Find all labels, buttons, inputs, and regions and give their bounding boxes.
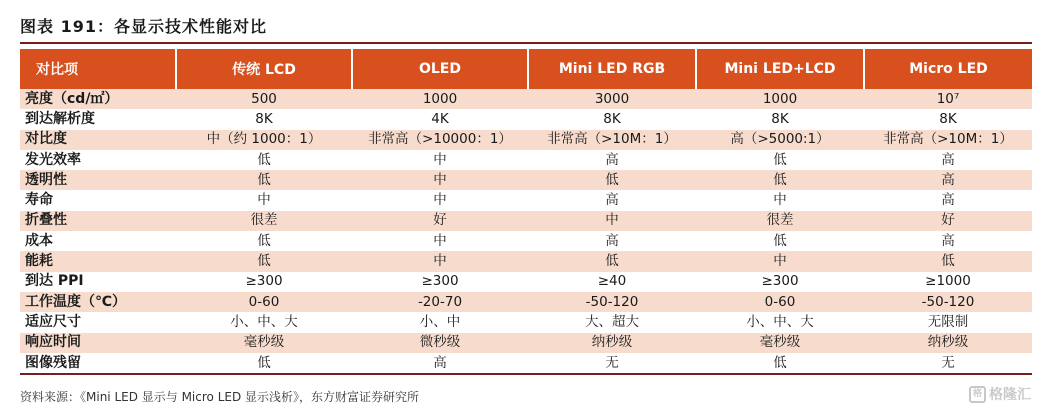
table-cell: 低 <box>176 353 352 374</box>
table-cell: 中 <box>352 231 528 251</box>
table-cell: 0-60 <box>696 292 864 312</box>
table-cell: 毫秒级 <box>176 333 352 353</box>
table-cell: 中 <box>528 211 696 231</box>
table-cell: 毫秒级 <box>696 333 864 353</box>
watermark <box>969 384 1031 404</box>
table-cell: 高（>5000:1） <box>696 130 864 150</box>
table-cell: 纳秒级 <box>864 333 1032 353</box>
table-cell: 3000 <box>528 89 696 109</box>
table-cell: 好 <box>864 211 1032 231</box>
table-cell: 低 <box>176 170 352 190</box>
title-rule <box>20 42 1032 44</box>
table-cell: 大、超大 <box>528 312 696 332</box>
table-cell: 8K <box>696 109 864 129</box>
table-cell: 很差 <box>176 211 352 231</box>
table-cell: 1000 <box>696 89 864 109</box>
table-cell: 低 <box>696 170 864 190</box>
table-row <box>20 312 1032 332</box>
source-note: 资料来源：《Mini LED 显示与 Micro LED 显示浅析》，东方财富证券研究所 <box>20 390 420 404</box>
header-cell: OLED <box>352 49 528 89</box>
table-cell: 纳秒级 <box>528 333 696 353</box>
header-cell: Micro LED <box>864 49 1032 89</box>
table-cell: 很差 <box>696 211 864 231</box>
table-cell: 低 <box>528 170 696 190</box>
watermark-logo-icon: 格 <box>969 386 986 403</box>
table-cell: 8K <box>528 109 696 129</box>
table-cell: 中 <box>352 170 528 190</box>
table-cell: ≥300 <box>696 272 864 292</box>
table-cell: 无限制 <box>864 312 1032 332</box>
table-cell: ≥40 <box>528 272 696 292</box>
row-label: 亮度（cd/㎡） <box>20 89 176 109</box>
table-cell: 中 <box>696 251 864 271</box>
table-cell: 小、中、大 <box>176 312 352 332</box>
table-row <box>20 150 1032 170</box>
table-cell: 非常高（>10M：1） <box>528 130 696 150</box>
table-cell: 高 <box>528 190 696 210</box>
table-cell: 高 <box>864 170 1032 190</box>
table-row <box>20 170 1032 190</box>
table-row <box>20 353 1032 374</box>
table-cell: ≥1000 <box>864 272 1032 292</box>
table-row <box>20 89 1032 109</box>
table-header-row <box>20 49 1032 89</box>
table-cell: -50-120 <box>528 292 696 312</box>
table-cell: 中 <box>352 190 528 210</box>
row-label: 对比度 <box>20 130 176 150</box>
row-label: 折叠性 <box>20 211 176 231</box>
table-cell: 小、中、大 <box>696 312 864 332</box>
table-cell: 高 <box>864 150 1032 170</box>
table-cell: ≥300 <box>176 272 352 292</box>
row-label: 适应尺寸 <box>20 312 176 332</box>
table-cell: 0-60 <box>176 292 352 312</box>
table-cell: 500 <box>176 89 352 109</box>
row-label: 响应时间 <box>20 333 176 353</box>
table-cell: 高 <box>864 190 1032 210</box>
header-cell: Mini LED RGB <box>528 49 696 89</box>
table-cell: 低 <box>176 251 352 271</box>
table-cell: 4K <box>352 109 528 129</box>
row-label: 到达解析度 <box>20 109 176 129</box>
table-cell: 低 <box>176 231 352 251</box>
table-cell: 非常高（>10M：1） <box>864 130 1032 150</box>
table-row <box>20 231 1032 251</box>
table-row <box>20 251 1032 271</box>
row-label: 透明性 <box>20 170 176 190</box>
table-row <box>20 333 1032 353</box>
table-cell: 微秒级 <box>352 333 528 353</box>
table-cell: 低 <box>864 251 1032 271</box>
row-label: 寿命 <box>20 190 176 210</box>
table-cell: 8K <box>864 109 1032 129</box>
table-cell: -20-70 <box>352 292 528 312</box>
table-cell: 低 <box>696 150 864 170</box>
table-cell: 低 <box>176 150 352 170</box>
row-label: 工作温度（℃） <box>20 292 176 312</box>
table-cell: -50-120 <box>864 292 1032 312</box>
table-cell: 1000 <box>352 89 528 109</box>
watermark-text: 格隆汇 <box>989 387 1031 403</box>
header-cell: 传统 LCD <box>176 49 352 89</box>
row-label: 到达 PPI <box>20 272 176 292</box>
row-label: 发光效率 <box>20 150 176 170</box>
table-row <box>20 292 1032 312</box>
table-row <box>20 190 1032 210</box>
table-cell: 8K <box>176 109 352 129</box>
table-cell: 无 <box>864 353 1032 374</box>
row-label: 成本 <box>20 231 176 251</box>
table-cell: 非常高（>10000：1） <box>352 130 528 150</box>
table-row <box>20 272 1032 292</box>
table-cell: 中 <box>176 190 352 210</box>
table-cell: 无 <box>528 353 696 374</box>
table-row <box>20 211 1032 231</box>
table-cell: 中 <box>696 190 864 210</box>
table-cell: 高 <box>528 231 696 251</box>
header-cell: 对比项 <box>20 49 176 89</box>
table-cell: 高 <box>528 150 696 170</box>
table-row <box>20 130 1032 150</box>
table-cell: 低 <box>528 251 696 271</box>
table-row <box>20 109 1032 129</box>
table-cell: 低 <box>696 353 864 374</box>
table-cell: 中 <box>352 251 528 271</box>
table-cell: 中 <box>352 150 528 170</box>
header-cell: Mini LED+LCD <box>696 49 864 89</box>
table-cell: 高 <box>864 231 1032 251</box>
row-label: 能耗 <box>20 251 176 271</box>
table-cell: 好 <box>352 211 528 231</box>
comparison-table <box>20 49 1032 375</box>
table-cell: 低 <box>696 231 864 251</box>
table-cell: 10⁷ <box>864 89 1032 109</box>
table-cell: 高 <box>352 353 528 374</box>
row-label: 图像残留 <box>20 353 176 374</box>
table-cell: 中（约 1000：1） <box>176 130 352 150</box>
table-cell: ≥300 <box>352 272 528 292</box>
table-cell: 小、中 <box>352 312 528 332</box>
figure-title: 图表 191：各显示技术性能对比 <box>20 17 267 36</box>
